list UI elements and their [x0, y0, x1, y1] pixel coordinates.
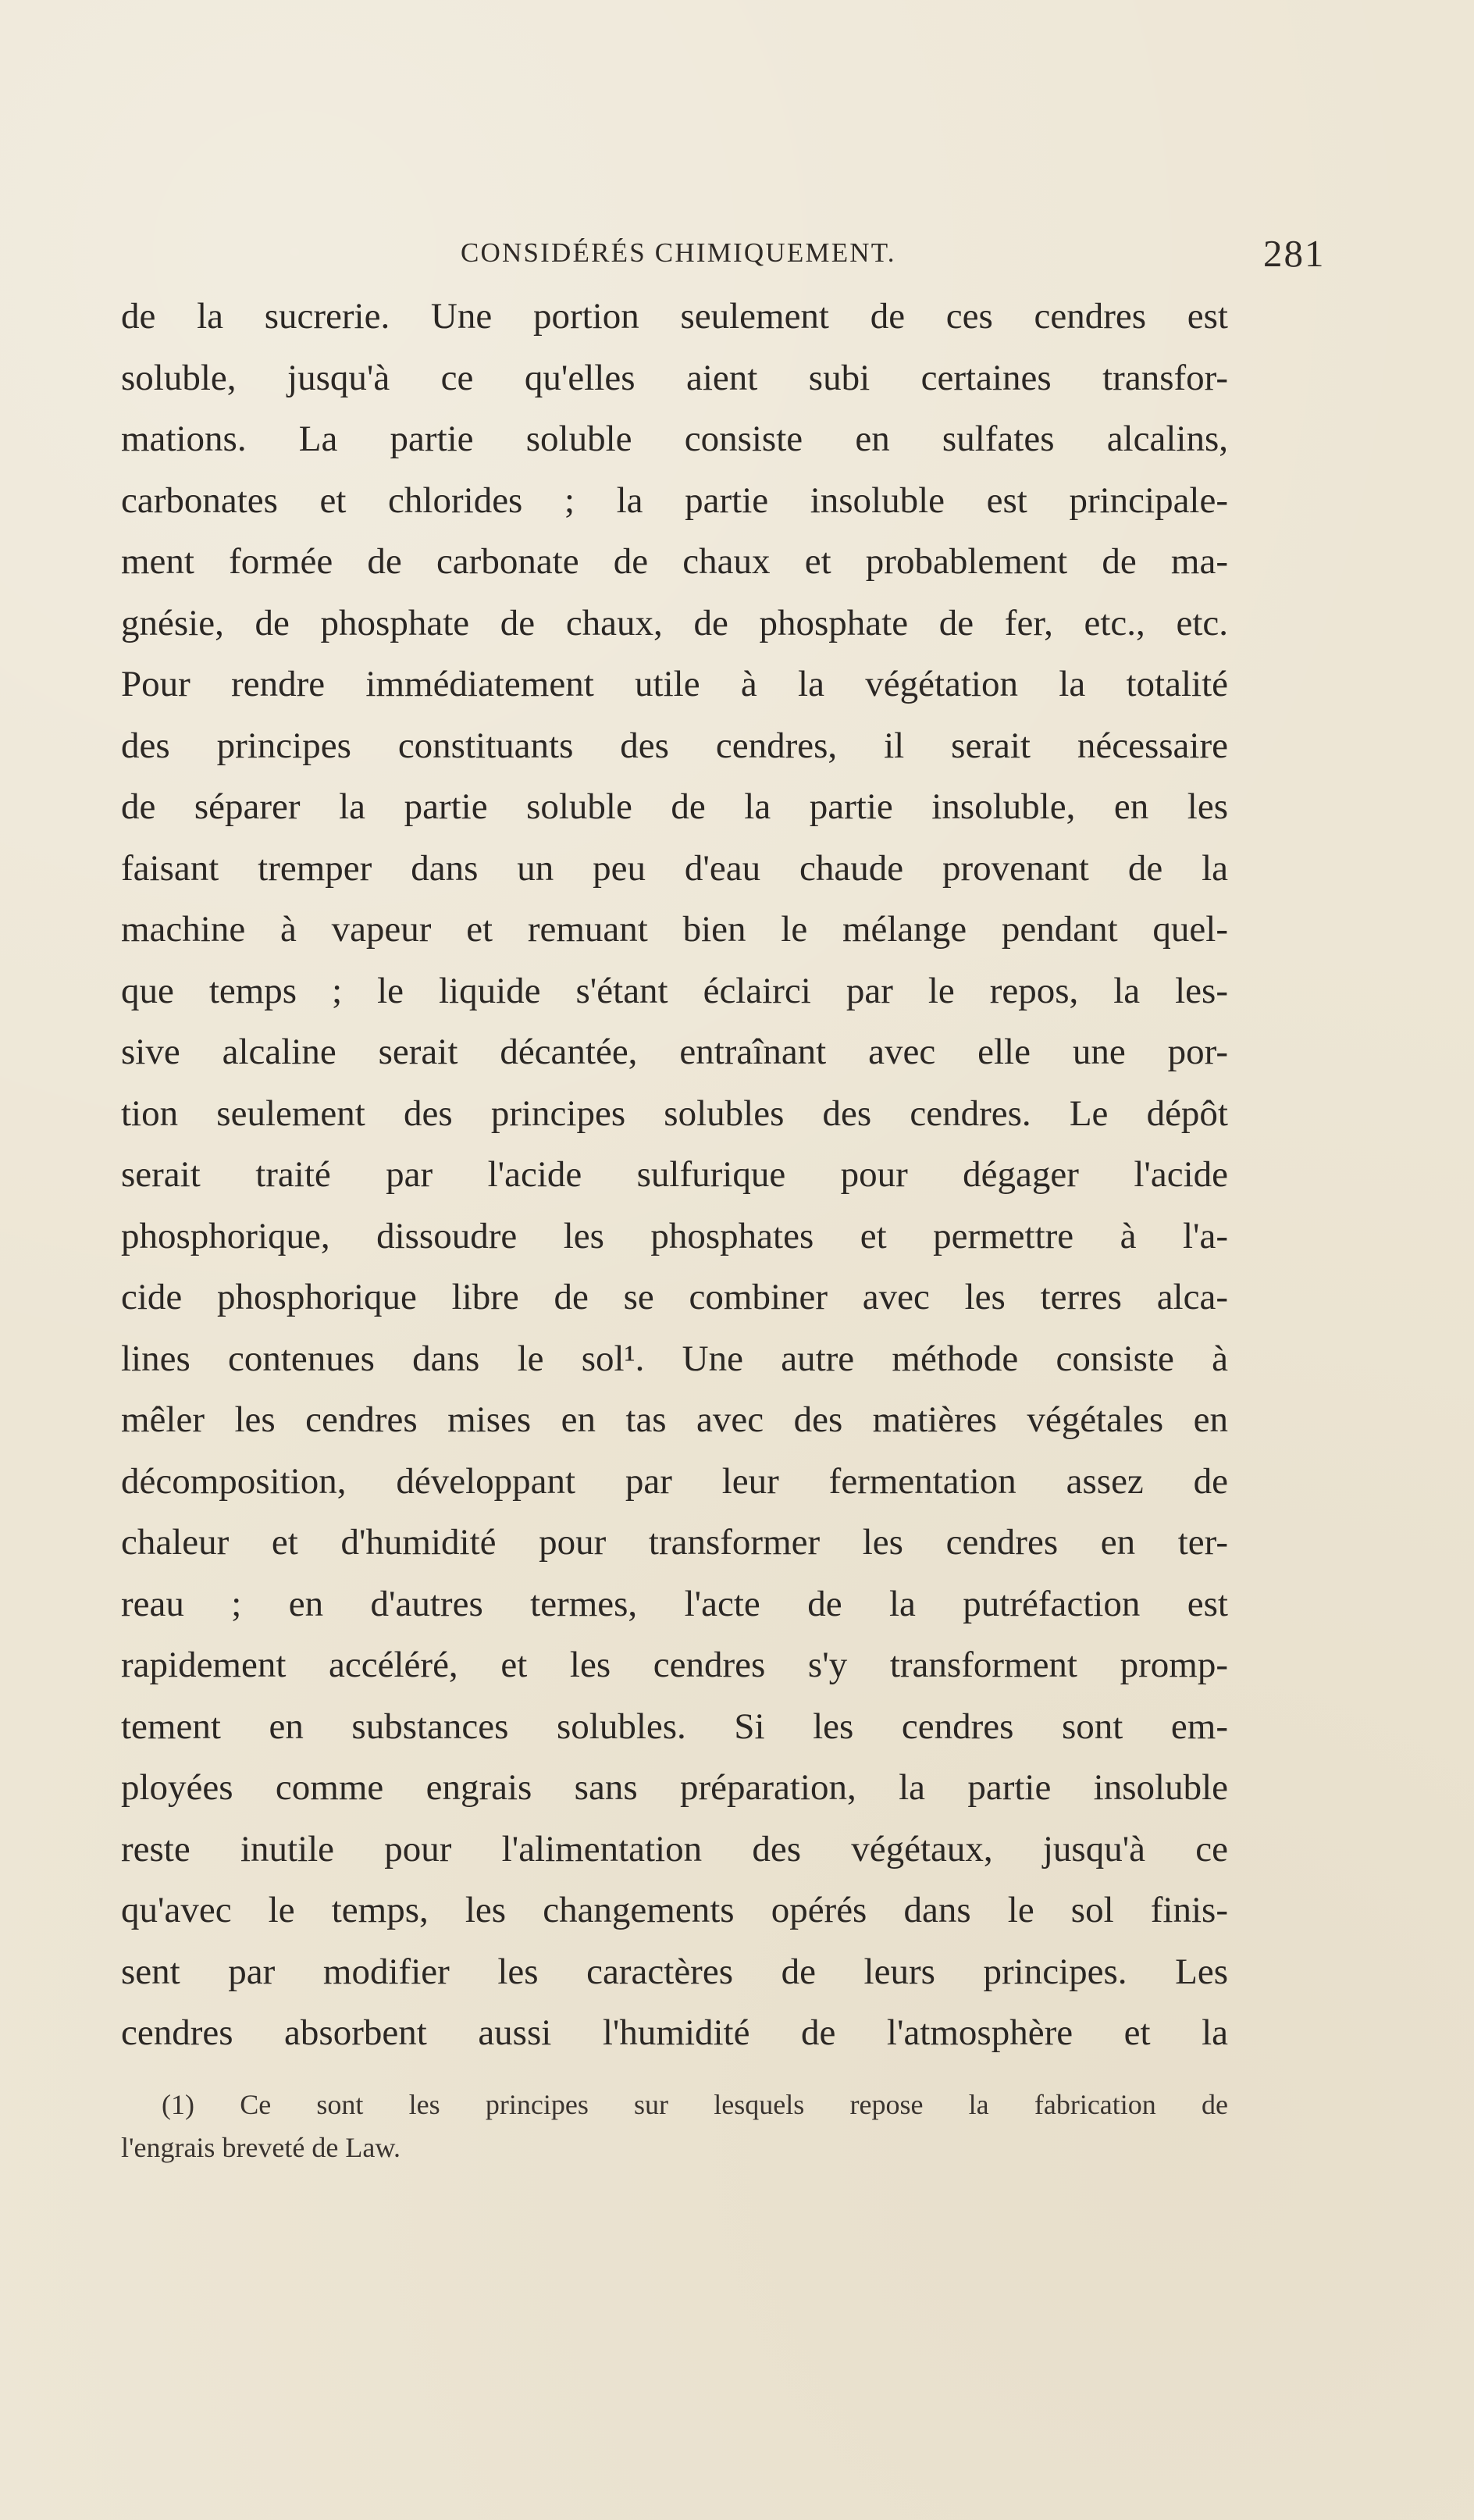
text-line: tion seulement des principes solubles des cendres. Le dépôt	[121, 1092, 1228, 1134]
text-line: des principes constituants des cendres, il serait nécessaire	[121, 725, 1228, 766]
text-line: tement en substances solubles. Si les cendres sont em-	[121, 1706, 1228, 1747]
text-line: reau ; en d'autres termes, l'acte de la putréfaction est	[121, 1583, 1228, 1624]
text-line: cide phosphorique libre de se combiner avec les terres alca-	[121, 1277, 1228, 1317]
text-line: que temps ; le liquide s'étant éclairci par le repos, la les-	[121, 970, 1228, 1011]
running-head: CONSIDÉRÉS CHIMIQUEMENT.	[461, 237, 896, 268]
footnote-line: l'engrais breveté de Law.	[121, 2132, 401, 2163]
page-header	[461, 231, 1326, 281]
text-line: serait traité par l'acide sulfurique pour dégager l'acide	[121, 1154, 1228, 1195]
text-line: sive alcaline serait décantée, entraînant avec elle une por-	[121, 1032, 1228, 1072]
text-line: machine à vapeur et remuant bien le mélange pendant quel-	[121, 909, 1228, 950]
text-line: sent par modifier les caractères de leurs principes. Les	[121, 1951, 1228, 1992]
text-line: carbonates et chlorides ; la partie insoluble est principale-	[121, 479, 1228, 521]
text-line: ment formée de carbonate de chaux et probablement de ma-	[121, 541, 1228, 582]
page-number: 281	[1263, 232, 1326, 275]
text-line: qu'avec le temps, les changements opérés dans le sol finis-	[121, 1890, 1228, 1930]
text-line: Pour rendre immédiatement utile à la végétation la totalité	[121, 664, 1228, 704]
text-line: gnésie, de phosphate de chaux, de phosphate de fer, etc., etc.	[121, 602, 1228, 643]
text-line: de séparer la partie soluble de la partie insoluble, en les	[121, 786, 1228, 827]
text-line: phosphorique, dissoudre les phosphates et permettre à l'a-	[121, 1215, 1228, 1256]
text-line: chaleur et d'humidité pour transformer les cendres en ter-	[121, 1522, 1228, 1563]
text-line: de la sucrerie. Une portion seulement de ces cendres est	[121, 296, 1228, 337]
text-line: cendres absorbent aussi l'humidité de l'atmosphère et la	[121, 2012, 1228, 2053]
text-line: rapidement accéléré, et les cendres s'y transforment promp-	[121, 1645, 1228, 1685]
text-line: mations. La partie soluble consiste en sulfates alcalins,	[121, 419, 1228, 459]
text-line: faisant tremper dans un peu d'eau chaude provenant de la	[121, 847, 1228, 889]
text-line: soluble, jusqu'à ce qu'elles aient subi certaines transfor-	[121, 357, 1228, 398]
footnote	[121, 2083, 1228, 2169]
text-line: mêler les cendres mises en tas avec des matières végétales en	[121, 1399, 1228, 1440]
footnote-line: (1) Ce sont les principes sur lesquels repose la fabrication de	[162, 2089, 1228, 2120]
text-line: lines contenues dans le sol¹. Une autre méthode consiste à	[121, 1338, 1228, 1379]
text-line: reste inutile pour l'alimentation des végétaux, jusqu'à ce	[121, 1828, 1228, 1870]
text-line: décomposition, développant par leur fermentation assez de	[121, 1460, 1228, 1502]
body-text	[121, 286, 1228, 2064]
text-line: ployées comme engrais sans préparation, la partie insoluble	[121, 1767, 1228, 1808]
